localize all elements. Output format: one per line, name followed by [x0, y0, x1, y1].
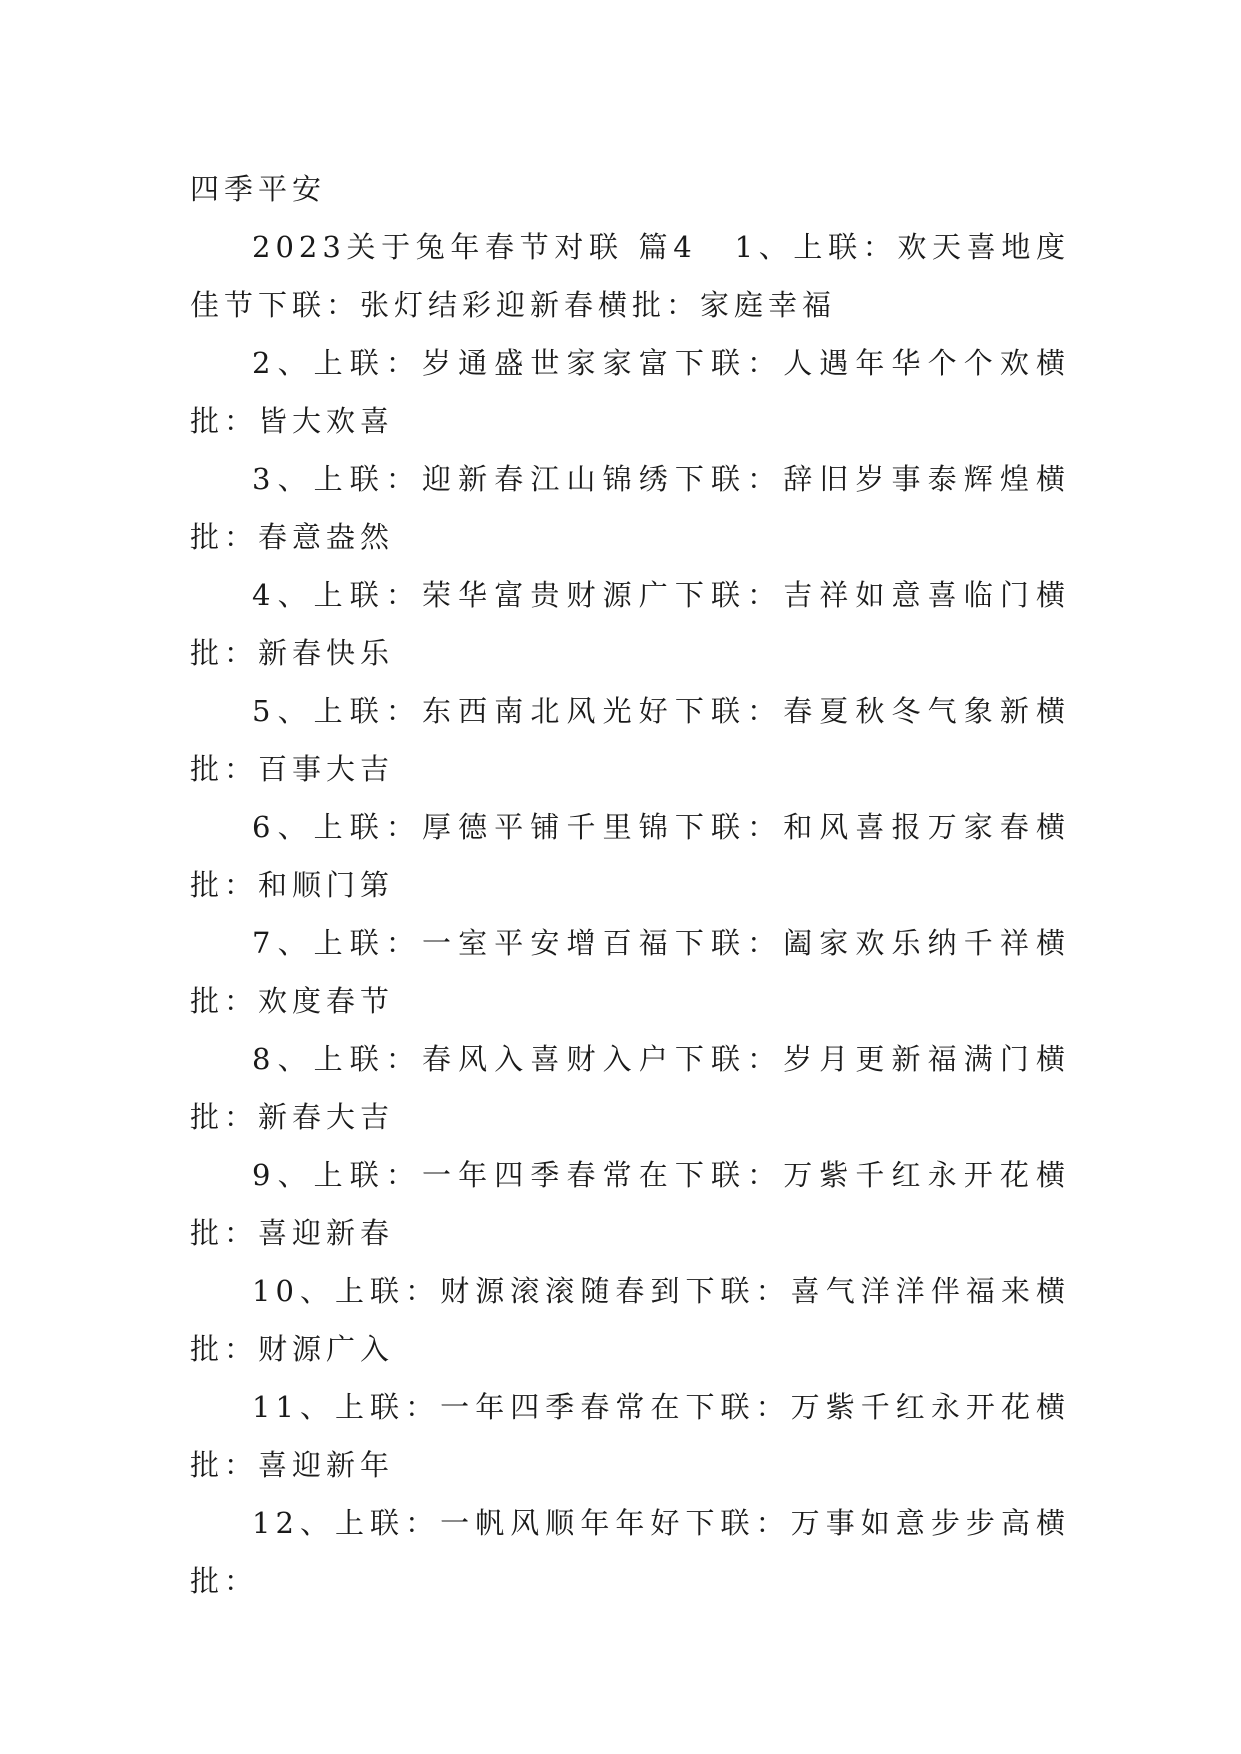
- lead-line: 四季平安: [190, 172, 327, 206]
- couplet-paragraph: 7、上联：一室平安增百福下联：阖家欢乐纳千祥横批：欢度春节: [190, 926, 1070, 1018]
- couplet-paragraph: 4、上联：荣华富贵财源广下联：吉祥如意喜临门横批：新春快乐: [190, 578, 1070, 670]
- section-heading: 2023关于兔年春节对联 篇4: [252, 230, 697, 264]
- couplet-paragraph: 3、上联：迎新春江山锦绣下联：辞旧岁事泰辉煌横批：春意盎然: [190, 462, 1070, 554]
- couplet-paragraph: 5、上联：东西南北风光好下联：春夏秋冬气象新横批：百事大吉: [190, 694, 1070, 786]
- couplet-paragraph: 6、上联：厚德平铺千里锦下联：和风喜报万家春横批：和顺门第: [190, 810, 1070, 902]
- couplet-paragraph: [190, 218, 1070, 334]
- couplet-paragraph: 12、上联：一帆风顺年年好下联：万事如意步步高横批：: [190, 1506, 1070, 1598]
- couplet-paragraph: 11、上联：一年四季春常在下联：万紫千红永开花横批：喜迎新年: [190, 1390, 1070, 1482]
- couplet-paragraph: 9、上联：一年四季春常在下联：万紫千红永开花横批：喜迎新春: [190, 1158, 1070, 1250]
- document-body: [190, 160, 1070, 1610]
- couplet-paragraph: 10、上联：财源滚滚随春到下联：喜气洋洋伴福来横批：财源广入: [190, 1274, 1070, 1366]
- couplet-paragraph: 8、上联：春风入喜财入户下联：岁月更新福满门横批：新春大吉: [190, 1042, 1070, 1134]
- couplet-text: 1、上联：欢天喜地度佳节下联：张灯结彩迎新春横批：家庭幸福: [190, 230, 1071, 322]
- couplet-paragraph: 2、上联：岁通盛世家家富下联：人遇年华个个欢横批：皆大欢喜: [190, 346, 1070, 438]
